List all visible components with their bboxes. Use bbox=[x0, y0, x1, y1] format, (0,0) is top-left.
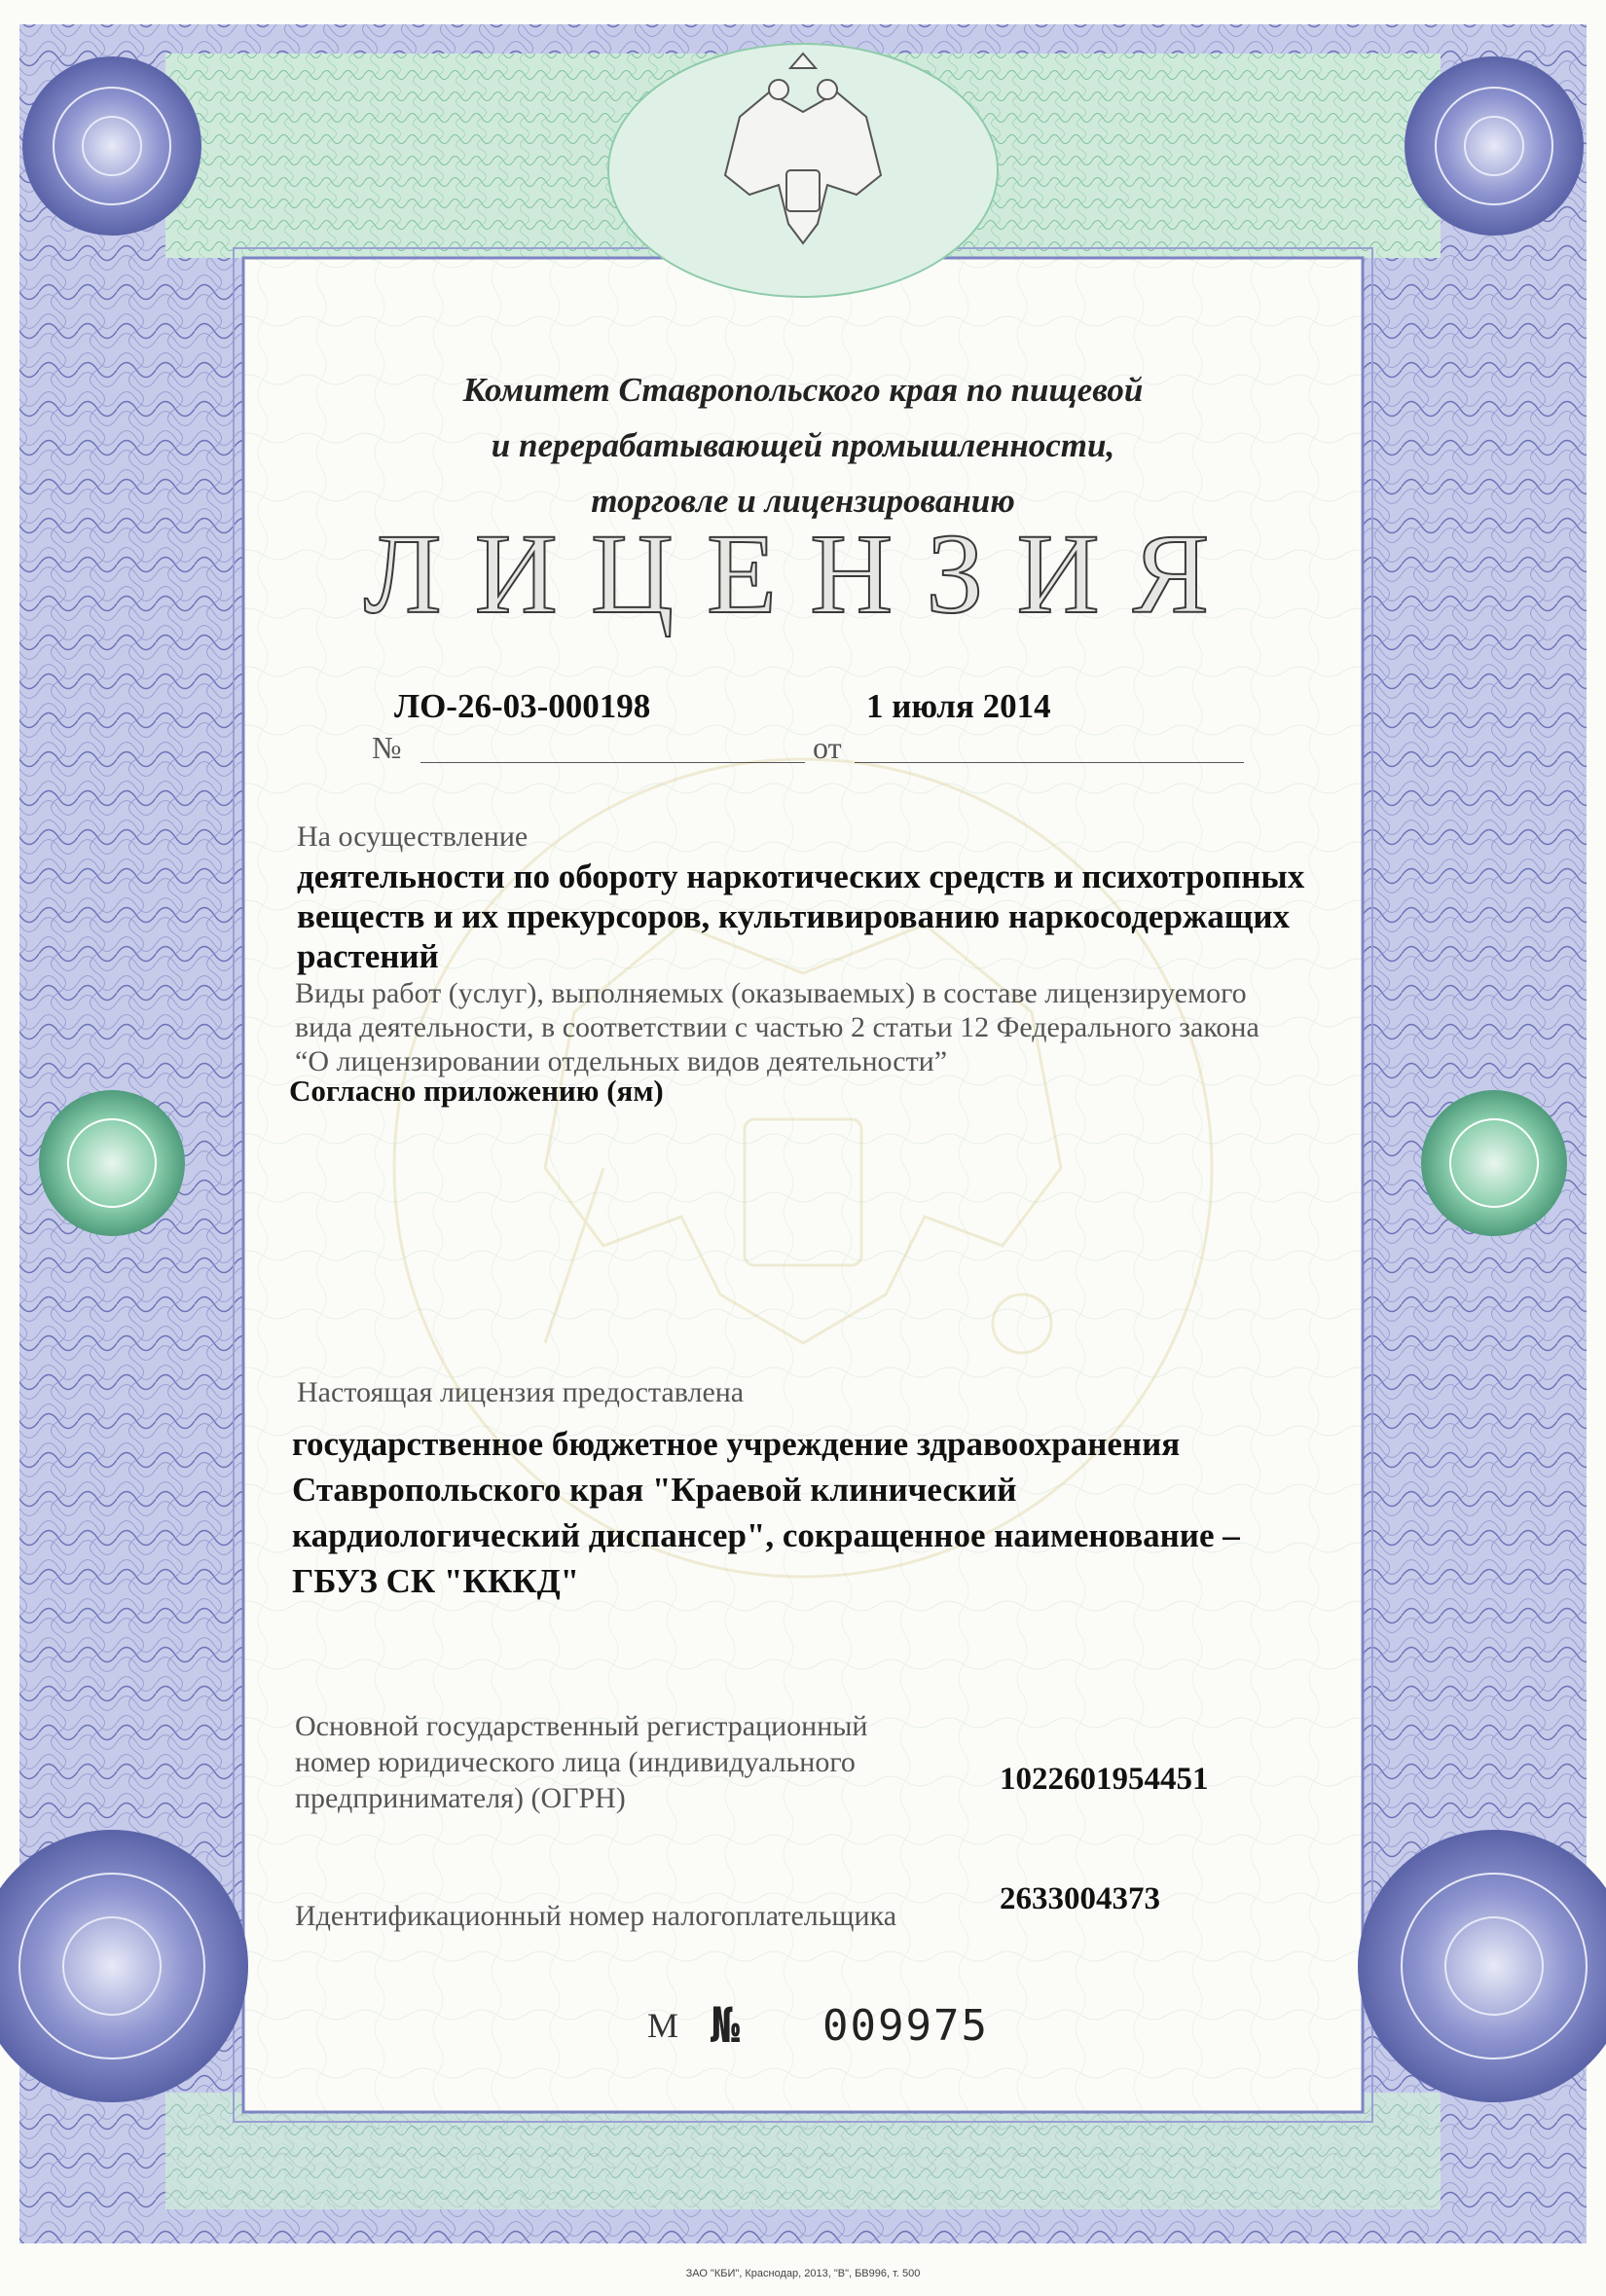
issuer-line: и перерабатывающей промышленности, bbox=[491, 426, 1115, 464]
licensee-line: ГБУЗ СК "КККД" bbox=[292, 1562, 580, 1600]
blank-number-sign: № bbox=[711, 1997, 741, 2054]
activity-line: веществ и их прекурсоров, культивированию наркосодержащих bbox=[297, 897, 1291, 935]
ogrn-label-line: Основной государственный регистрационный bbox=[295, 1710, 868, 1742]
ogrn-label-line: номер юридического лица (индивидуального bbox=[295, 1746, 856, 1778]
ogrn-value: 1022601954451 bbox=[1000, 1762, 1209, 1797]
activity-line: деятельности по обороту наркотических средств и психотропных bbox=[297, 857, 1305, 895]
license-number: ЛО-26-03-000198 bbox=[394, 687, 651, 725]
granted-label: Настоящая лицензия предоставлена bbox=[297, 1376, 745, 1408]
blank-series: М bbox=[647, 2006, 679, 2045]
license-date: 1 июля 2014 bbox=[866, 687, 1051, 725]
inn-value: 2633004373 bbox=[1000, 1881, 1160, 1916]
works-label-line: Виды работ (услуг), выполняемых (оказываемых) в составе лицензируемого bbox=[295, 977, 1247, 1009]
document-title: ЛИЦЕНЗИЯ bbox=[363, 510, 1243, 638]
licensee-line: государственное бюджетное учреждение здравоохранения bbox=[292, 1425, 1181, 1463]
licensee-line: кардиологический диспансер", сокращенное наименование – bbox=[292, 1516, 1240, 1554]
works-label-line: вида деятельности, в соответствии с частью 2 статьи 12 Федерального закона bbox=[295, 1011, 1259, 1043]
number-sign-label: № bbox=[372, 730, 402, 765]
activity-label: На осуществление bbox=[297, 820, 529, 853]
activity-value bbox=[297, 856, 1445, 976]
printer-imprint: ЗАО "КБИ", Краснодар, 2013, "В", БВ996, т. 500 bbox=[685, 2268, 921, 2279]
works-value: Согласно приложению (ям) bbox=[289, 1074, 664, 1108]
works-label-line: “О лицензировании отдельных видов деятельности” bbox=[295, 1045, 948, 1077]
inn-label: Идентификационный номер налогоплательщика bbox=[295, 1900, 897, 1932]
works-label bbox=[295, 976, 1395, 1078]
number-underline bbox=[420, 762, 805, 763]
ogrn-label-line: предпринимателя) (ОГРН) bbox=[295, 1782, 626, 1814]
date-underline bbox=[855, 762, 1244, 763]
activity-line: растений bbox=[297, 937, 439, 975]
licensee-line: Ставропольского края "Краевой клинический bbox=[292, 1471, 1017, 1509]
date-label: от bbox=[813, 730, 842, 765]
issuer-line: Комитет Ставропольского края по пищевой bbox=[462, 371, 1144, 409]
issuer-line: торговле и лицензированию bbox=[591, 482, 1015, 520]
issuer-authority bbox=[292, 362, 1314, 528]
ogrn-label bbox=[295, 1708, 957, 1816]
licensee-name bbox=[292, 1421, 1392, 1604]
blank-number: 009975 bbox=[822, 2001, 989, 2051]
